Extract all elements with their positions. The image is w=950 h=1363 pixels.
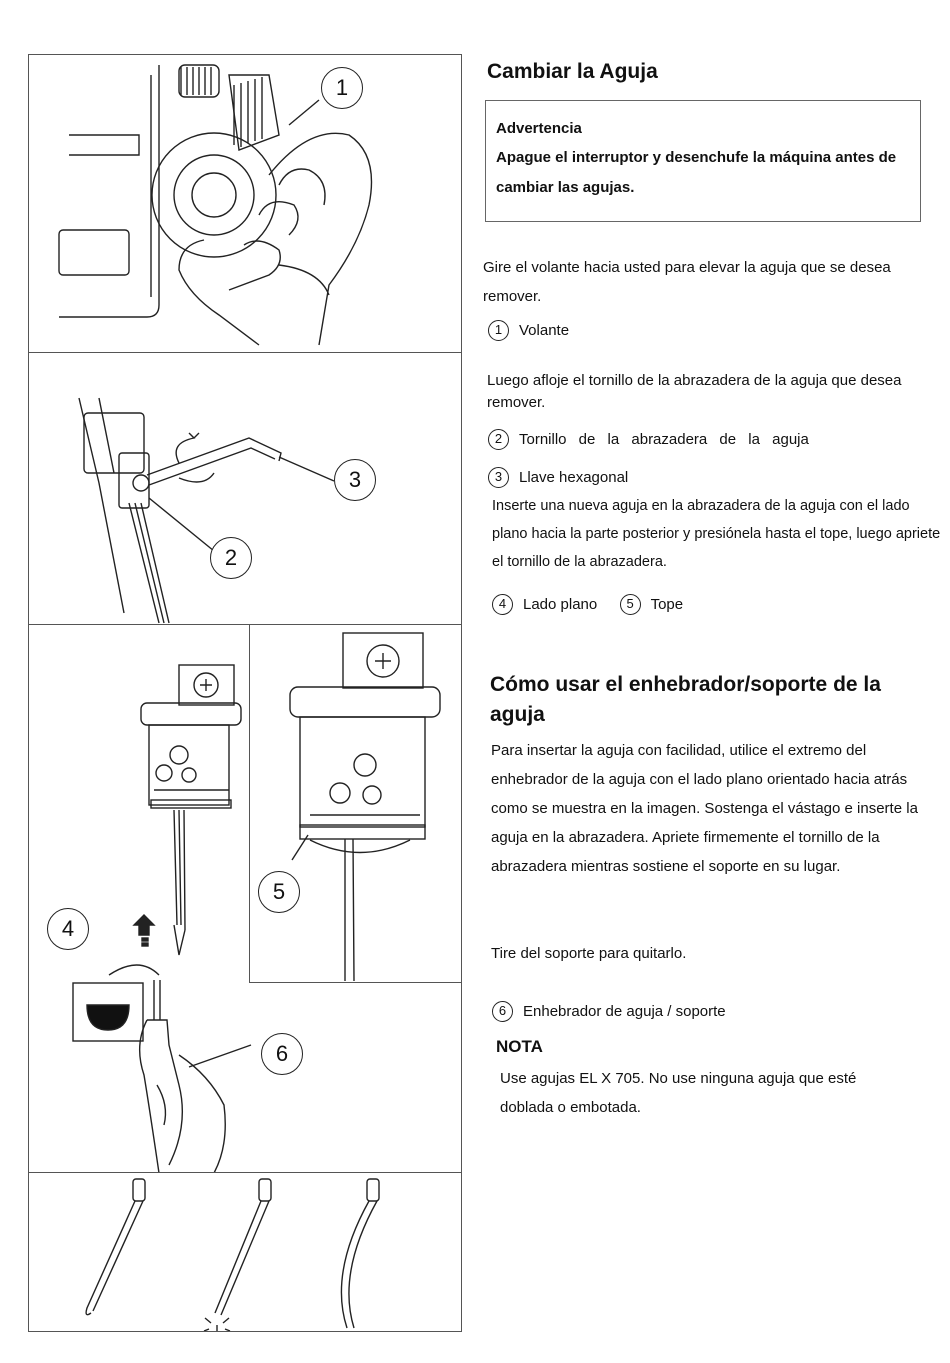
legend-label-3: Llave hexagonal bbox=[519, 469, 629, 486]
needle-conditions-illustration bbox=[29, 1173, 461, 1331]
paragraph-turn-handwheel: Gire el volante hacia usted para elevar la aguja que se desea remover. bbox=[483, 259, 891, 305]
legend-label-2: Tornillo de la abrazadera de la aguja bbox=[519, 431, 809, 448]
callout-number-4: 4 bbox=[492, 594, 513, 615]
callout-4: 4 bbox=[47, 908, 89, 950]
note-body: Use agujas EL X 705. No use ninguna aguja que esté doblada o embotada. bbox=[500, 1070, 857, 1116]
paragraph-remove-holder: Tire del soporte para quitarlo. bbox=[491, 945, 687, 962]
callout-6: 6 bbox=[261, 1033, 303, 1075]
callout-number-2: 2 bbox=[488, 429, 509, 450]
callout-1: 1 bbox=[321, 67, 363, 109]
handwheel-illustration bbox=[29, 55, 461, 353]
legend-item-3 bbox=[488, 466, 628, 490]
callout-number-1: 1 bbox=[488, 320, 509, 341]
legend-label-5: Tope bbox=[650, 596, 684, 613]
callout-number-6: 6 bbox=[492, 1001, 513, 1022]
paragraph-loosen-screw: Luego afloje el tornillo de la abrazadera de la aguja que desea remover. bbox=[487, 372, 902, 411]
warning-title: Advertencia bbox=[496, 120, 582, 137]
legend-item-1 bbox=[488, 319, 569, 343]
callout-number-5: 5 bbox=[620, 594, 641, 615]
warning-box bbox=[485, 100, 921, 222]
legend-label-1: Volante bbox=[519, 322, 570, 339]
paragraph-use-threader: Para insertar la aguja con facilidad, utilice el extremo del enhebrador de la aguja con el lado plano orientado hacia atrás como se muestra en la imagen. Sostenga el vástago e inserte la aguja en la abrazadera. Apriete firmemente el tornillo de la abrazadera mientras sostiene el soporte en su lugar. bbox=[491, 742, 918, 875]
warning-body: Apague el interruptor y desenchufe la máquina antes de cambiar las agujas. bbox=[496, 149, 897, 196]
callout-number-3: 3 bbox=[488, 467, 509, 488]
legend-item-6 bbox=[492, 1000, 726, 1024]
callout-5: 5 bbox=[258, 871, 300, 913]
note-title: NOTA bbox=[496, 1037, 543, 1056]
callout-2: 2 bbox=[210, 537, 252, 579]
legend-items-4-5 bbox=[492, 593, 683, 617]
section-title-threader: Cómo usar el enhebrador/soporte de la aguja bbox=[490, 673, 881, 726]
legend-label-4: Lado plano bbox=[523, 596, 598, 613]
section-title-change-needle: Cambiar la Aguja bbox=[487, 60, 658, 83]
needle-insertion-illustration bbox=[29, 625, 461, 1173]
legend-label-6: Enhebrador de aguja / soporte bbox=[523, 1003, 726, 1020]
needle-clamp-screw-illustration bbox=[29, 353, 461, 625]
needle-stop-detail bbox=[249, 625, 461, 983]
callout-3: 3 bbox=[334, 459, 376, 501]
illustration-column bbox=[28, 54, 462, 1332]
paragraph-insert-needle: Inserte una nueva aguja en la abrazadera de la aguja con el lado plano hacia la parte posterior y presiónela hasta el tope, luego apriete el tornillo de la abrazadera. bbox=[492, 498, 941, 570]
legend-item-2 bbox=[488, 428, 809, 452]
